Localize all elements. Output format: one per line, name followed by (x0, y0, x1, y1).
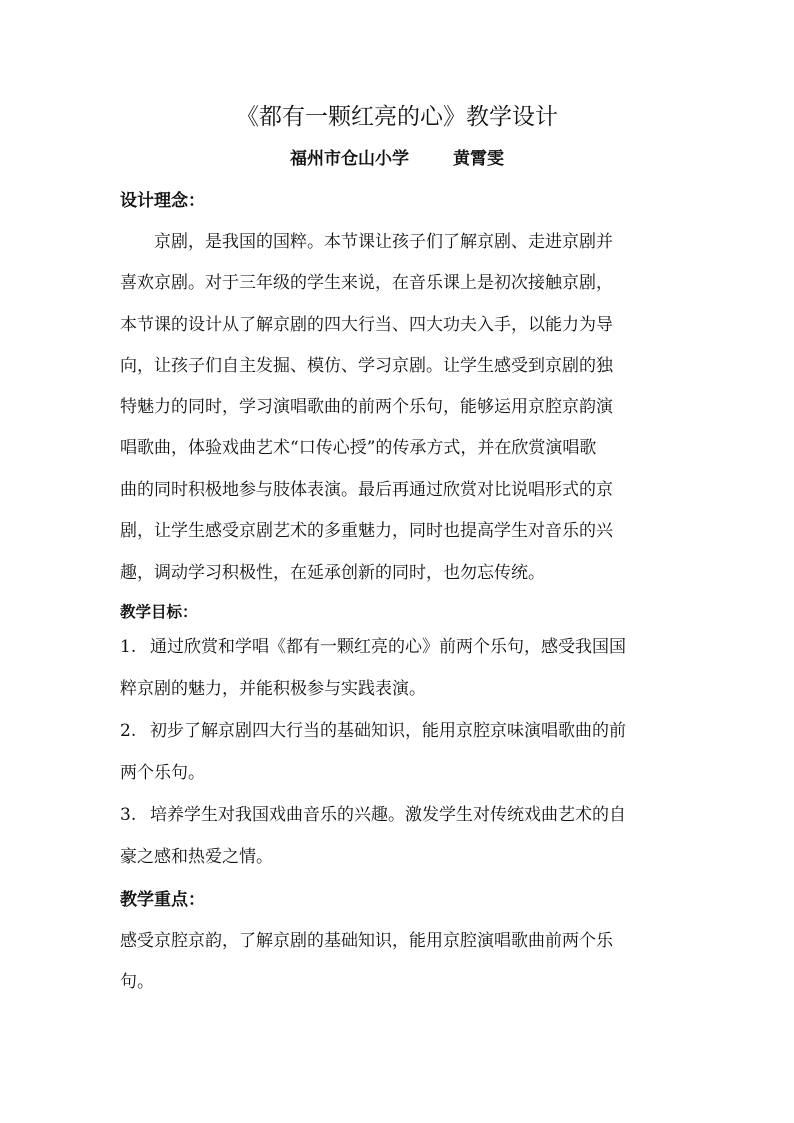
author-line (0, 147, 794, 171)
goal-number: 1. (120, 637, 137, 657)
concept-line: 向，让孩子们自主发掘、模仿、学习京剧。让学生感受到京剧的独 (120, 356, 613, 376)
school-name: 福州市仓山小学 (290, 149, 409, 169)
concept-line: 本节课的设计从了解京剧的四大行当、四大功夫入手，以能力为导 (120, 315, 613, 335)
key-points-line: 感受京腔京韵，了解京剧的基础知识，能用京腔演唱歌曲前两个乐 (120, 931, 613, 951)
goals-heading: 教学目标： (120, 602, 198, 621)
goal-text: 培养学生对我国戏曲音乐的兴趣。激发学生对传统戏曲艺术的自 (150, 805, 626, 825)
concept-line: 唱歌曲，体验戏曲艺术“口传心授”的传承方式，并在欣赏演唱歌 (120, 438, 597, 458)
goal-item-2 (120, 719, 626, 743)
concept-line: 曲的同时积极地参与肢体表演。最后再通过欣赏对比说唱形式的京 (120, 480, 613, 500)
concept-line: 特魅力的同时，学习演唱歌曲的前两个乐句，能够运用京腔京韵演 (120, 397, 613, 417)
concept-line: 喜欢京剧。对于三年级的学生来说，在音乐课上是初次接触京剧， (120, 273, 613, 293)
goal-item-3 (120, 803, 626, 827)
concept-heading: 设计理念： (120, 191, 205, 211)
key-points-line: 句。 (120, 972, 154, 992)
author-name: 黄霄雯 (453, 149, 504, 169)
goal-item-1 (120, 635, 626, 659)
key-points-heading: 教学重点： (120, 890, 205, 910)
document-title: 《都有一颗红亮的心》教学设计 (236, 104, 558, 130)
goal-item-3-continued: 豪之感和热爱之情。 (120, 847, 273, 867)
concept-line: 趣，调动学习积极性，在延承创新的同时，也勿忘传统。 (120, 563, 545, 583)
goal-number: 2. (120, 721, 137, 741)
goal-text: 通过欣赏和学唱《都有一颗红亮的心》前两个乐句，感受我国国 (150, 637, 626, 657)
goal-text: 初步了解京剧四大行当的基础知识，能用京腔京味演唱歌曲的前 (150, 721, 626, 741)
goal-item-2-continued: 两个乐句。 (120, 763, 205, 783)
concept-line: 剧，让学生感受京剧艺术的多重魅力，同时也提高学生对音乐的兴 (120, 521, 613, 541)
concept-line: 京剧，是我国的国粹。本节课让孩子们了解京剧、走进京剧并 (154, 232, 613, 252)
goal-item-1-continued: 粹京剧的魅力，并能积极参与实践表演。 (120, 679, 426, 699)
goal-number: 3. (120, 805, 137, 825)
